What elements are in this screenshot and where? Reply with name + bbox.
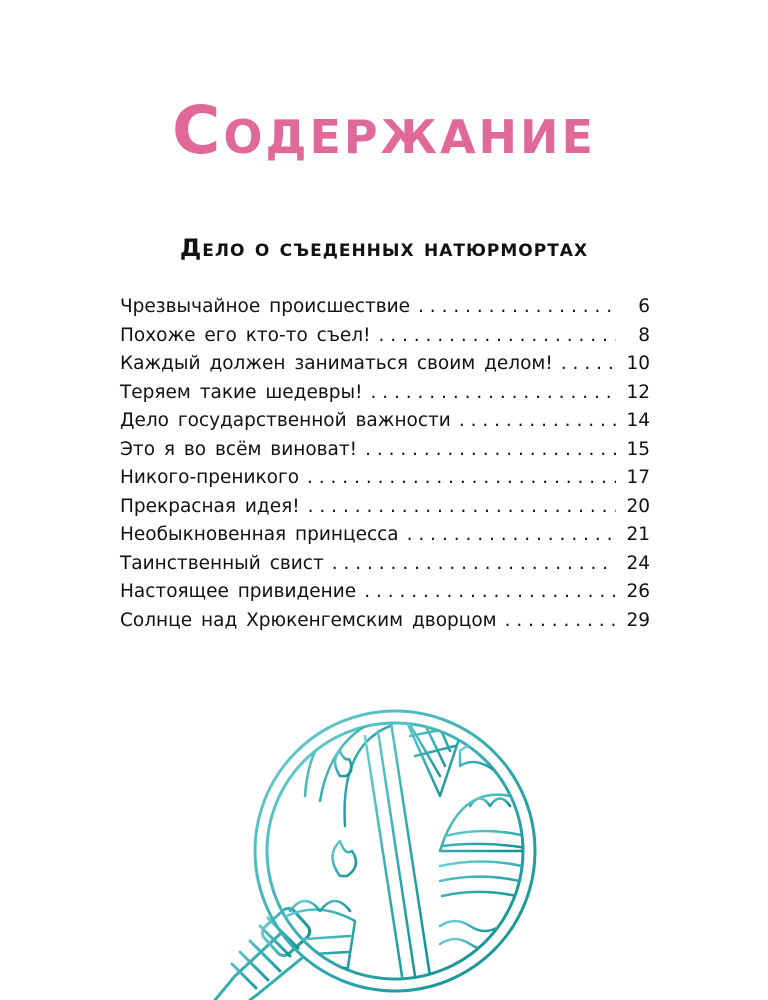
toc-entry-label: Настоящее привидение — [120, 581, 357, 602]
toc-entry-label: Чрезвычайное происшествие — [120, 296, 411, 317]
toc-dot-leader — [418, 293, 616, 321]
toc-entry[interactable] — [120, 578, 650, 607]
toc-dot-leader — [561, 350, 616, 378]
toc-entry-label: Это я во всём виноват! — [120, 438, 358, 460]
toc-dot-leader — [307, 464, 616, 492]
toc-entry-label: Теряем такие шедевры! — [120, 381, 363, 403]
toc-entry[interactable] — [120, 521, 650, 550]
page-title: Содержание — [172, 92, 596, 169]
toc-entry-page: 10 — [626, 353, 650, 374]
toc-entry[interactable] — [120, 436, 650, 465]
toc-entry[interactable] — [120, 550, 650, 579]
toc-dot-leader — [308, 493, 616, 521]
toc-entry-label: Таинственный свист — [120, 552, 324, 574]
toc-entry-label: Никого-преникого — [120, 467, 300, 488]
toc-entry-label: Прекрасная идея! — [120, 495, 300, 517]
toc-dot-leader — [332, 550, 616, 578]
section-title: Дело о съеденных натюрмортах — [179, 234, 589, 262]
toc-entry[interactable] — [120, 464, 650, 493]
toc-entry-page: 8 — [638, 324, 650, 346]
toc-entry[interactable] — [120, 607, 650, 636]
table-of-contents — [120, 293, 650, 635]
toc-dot-leader — [365, 436, 616, 464]
toc-entry-page: 21 — [626, 524, 650, 545]
toc-entry-label: Похоже его кто-то съел! — [120, 324, 371, 346]
toc-dot-leader — [371, 379, 617, 407]
toc-dot-leader — [407, 521, 616, 549]
toc-dot-leader — [459, 407, 616, 435]
toc-entry-label: Каждый должен заниматься своим делом! — [120, 353, 553, 374]
toc-entry-label: Солнце над Хрюкенгемским дворцом — [120, 609, 497, 631]
toc-entry[interactable] — [120, 350, 650, 379]
magnifying-glass-icon — [140, 676, 570, 1000]
toc-entry[interactable] — [120, 379, 650, 408]
toc-entry-page: 14 — [626, 410, 650, 431]
toc-entry-page: 12 — [626, 381, 650, 403]
toc-entry-page: 20 — [626, 495, 650, 517]
toc-dot-leader — [364, 578, 616, 606]
toc-entry-page: 26 — [626, 581, 650, 602]
toc-entry[interactable] — [120, 493, 650, 522]
toc-entry-page: 29 — [626, 609, 650, 631]
toc-entry-page: 17 — [626, 467, 650, 488]
toc-entry[interactable] — [120, 407, 650, 436]
toc-entry[interactable] — [120, 322, 650, 351]
toc-entry-page: 6 — [638, 296, 650, 317]
toc-entry[interactable] — [120, 293, 650, 322]
toc-dot-leader — [379, 322, 616, 350]
toc-entry-label: Необыкновенная принцесса — [120, 524, 399, 545]
toc-entry-page: 24 — [626, 552, 650, 574]
toc-entry-page: 15 — [626, 438, 650, 460]
toc-entry-label: Дело государственной важности — [120, 410, 451, 431]
toc-dot-leader — [505, 607, 616, 635]
